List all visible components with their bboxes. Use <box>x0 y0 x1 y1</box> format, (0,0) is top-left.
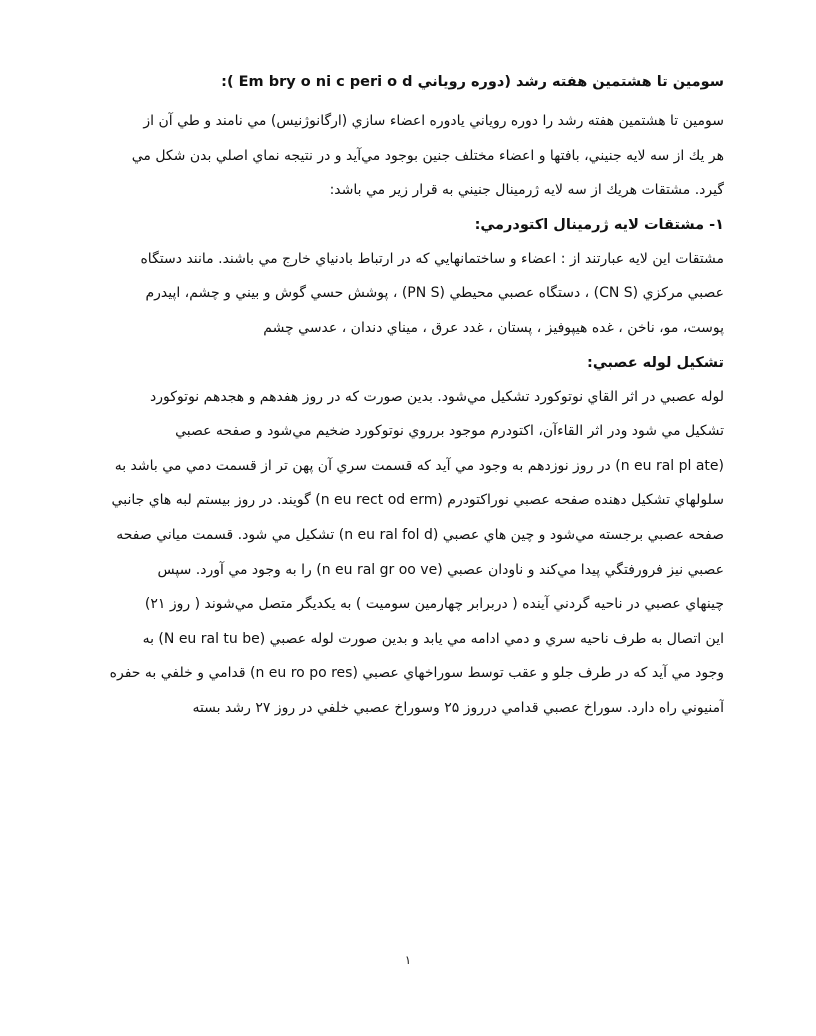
neural-tube-line: (n eu ral pl ate) در روز نوزدهم به وجود مي آيد كه قسمت سري آن پهن تر از قسمت دمي مي باشد به <box>114 457 724 474</box>
neural-tube-paragraph <box>92 380 724 726</box>
intro-line: هر يك از سه لايه جنيني، بافتها و اعضاء مختلف جنين بوجود مي‌آيد و در نتيجه نماي اصلي بدن شكل مي <box>131 147 724 164</box>
ectoderm-line: پوست، مو، ناخن ، غده هيپوفيز ، پستان ، غدد عرق ، ميناي دندان ، عدسي چشم <box>263 319 724 336</box>
neural-tube-line: سلولهاي تشكيل دهنده صفحه عصبي نوراكتودرم (n eu rect od erm) گويند. در روز بيستم لبه هاي جانبي <box>111 492 724 509</box>
section-title-ectoderm: ۱- مشتقات لايه ژرمينال اكتودرمي: <box>474 216 724 233</box>
neural-tube-line: آمنيوني راه دارد. سوراخ عصبي قدامي درروز ۲۵ وسوراخ عصبي خلفي در روز ۲۷ رشد بسته <box>192 699 724 716</box>
page-heading: سومين تا هشتمين هفته رشد (دوره روياني Em bry o ni c peri o d ): <box>221 74 724 90</box>
neural-tube-line: اين اتصال به طرف ناحيه سري و دمي ادامه مي يابد و بدين صورت لوله عصبي (N eu ral tu be) به <box>142 630 724 647</box>
ectoderm-line: مشتقات اين لايه عبارتند از : اعضاء و ساختمانهايي كه در ارتباط بادنياي خارج مي باشند. مانند دستگاه <box>140 250 724 267</box>
neural-tube-line: عصبي نيز فرورفتگي پيدا مي‌كند و ناودان عصبي (n eu ral gr oo ve) را به وجود مي آورد. سپس <box>157 561 724 578</box>
neural-tube-line: لوله عصبي در اثر القاي نوتوكورد تشكيل مي‌شود. بدين صورت كه در روز هفدهم و هجدهم نوتوكورد <box>150 388 724 405</box>
neural-tube-line: چينهاي عصبي در ناحيه گردني آينده ( دربرابر چهارمين سوميت ) به يكديگر متصل مي‌شوند ( روز ۲۱) <box>144 596 724 613</box>
neural-tube-line: صفحه عصبي برجسته مي‌شود و چين هاي عصبي (n eu ral fol d) تشكيل مي شود. قسمت مياني صفحه <box>116 526 724 543</box>
document-body <box>92 72 724 726</box>
neural-tube-line: وجود مي آيد كه در طرف جلو و عقب توسط سوراخهاي عصبي (n eu ro po res) قدامي و خلفي به حفره <box>109 665 724 682</box>
page-number: ۱ <box>404 953 412 967</box>
intro-line: گيرد. مشتقات هريك از سه لايه ژرمينال جنيني به قرار زير مي باشد: <box>329 182 724 199</box>
ectoderm-line: عصبي مركزي (CN S) ، دستگاه عصبي محيطي (PN S) ، پوشش حسي گوش و بيني و چشم، اپيدرم <box>145 285 724 302</box>
ectoderm-paragraph <box>92 242 724 346</box>
neural-tube-line: تشكيل مي شود ودر اثر القاءآن، اكتودرم موجود برروي نوتوكورد ضخيم مي‌شود و صفحه عصبي <box>175 423 724 440</box>
section-title-neural-tube: تشكيل لوله عصبي: <box>587 354 724 371</box>
intro-line: سومين تا هشتمين هفته رشد را دوره روياني يادوره اعضاء سازي (ارگانوژنيس) مي نامند و طي آن از <box>143 113 724 129</box>
intro-paragraph <box>92 104 724 208</box>
